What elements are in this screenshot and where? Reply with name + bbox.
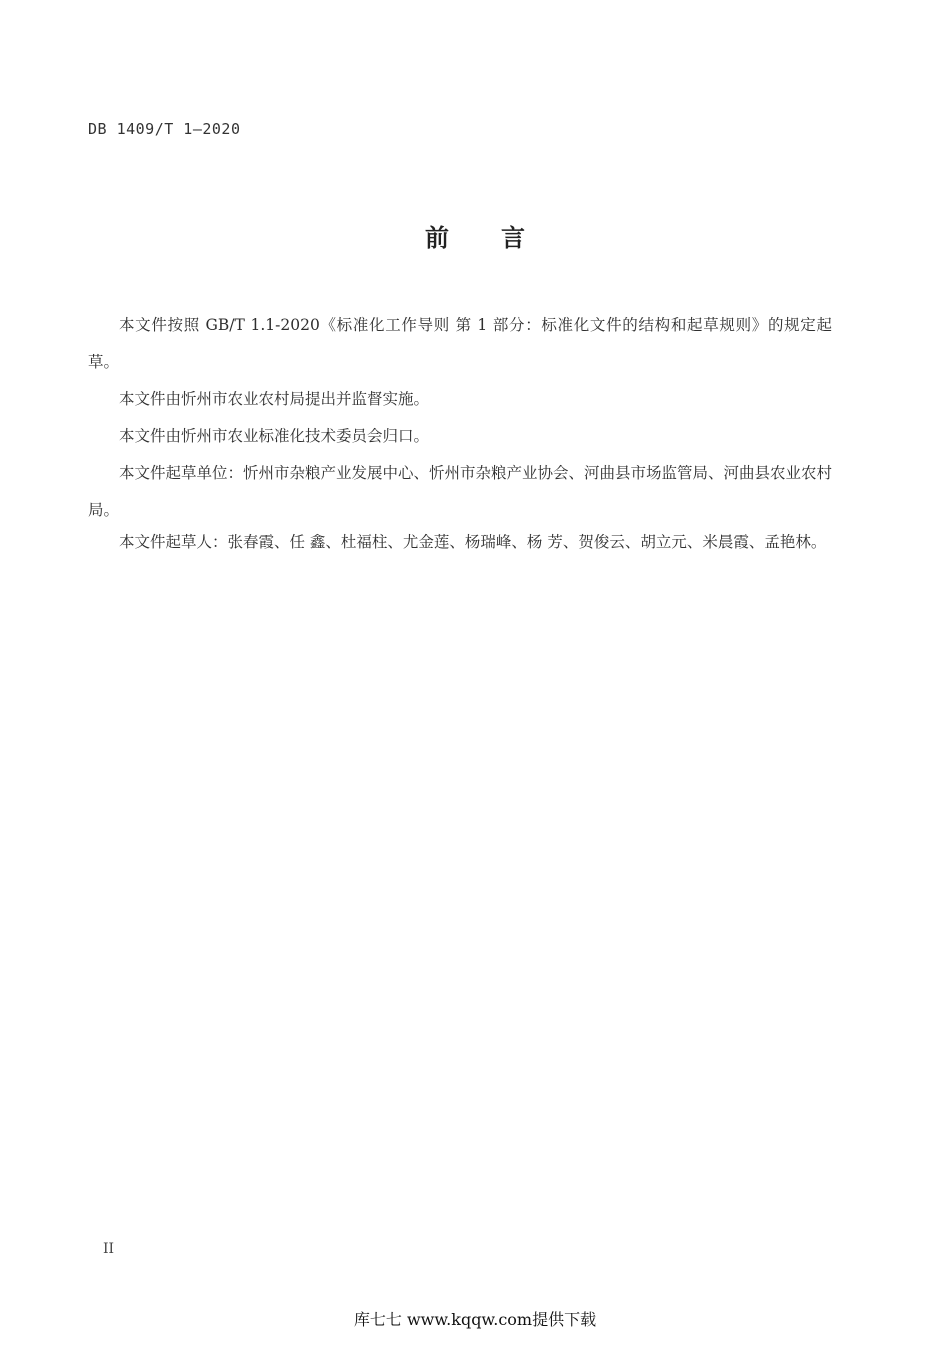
- paragraph-proposer: 本文件由忻州市农业农村局提出并监督实施。: [119, 390, 430, 408]
- standard-code: DB 1409/T 1—2020: [88, 120, 241, 138]
- footer-watermark: 库七七 www.kqqw.com提供下载: [353, 1310, 597, 1329]
- paragraph-drafting-units: 本文件起草单位：忻州市杂粮产业发展中心、忻州市杂粮产业协会、河曲县市场监管局、河曲县农业农村局。: [88, 464, 833, 519]
- paragraph-drafters: 本文件起草人：张春霞、任 鑫、杜福柱、尤金莲、杨瑞峰、杨 芳、贺俊云、胡立元、米晨霞、孟艳林。: [119, 533, 827, 551]
- paragraph-committee: 本文件由忻州市农业标准化技术委员会归口。: [119, 427, 430, 445]
- paragraph-drafting-basis: 本文件按照 GB/T 1.1-2020《标准化工作导则 第 1 部分：标准化文件的结构和起草规则》的规定起草。: [88, 316, 832, 371]
- foreword-body: [88, 307, 832, 555]
- page-title: 前言: [425, 224, 577, 252]
- page-number: II: [103, 1241, 115, 1257]
